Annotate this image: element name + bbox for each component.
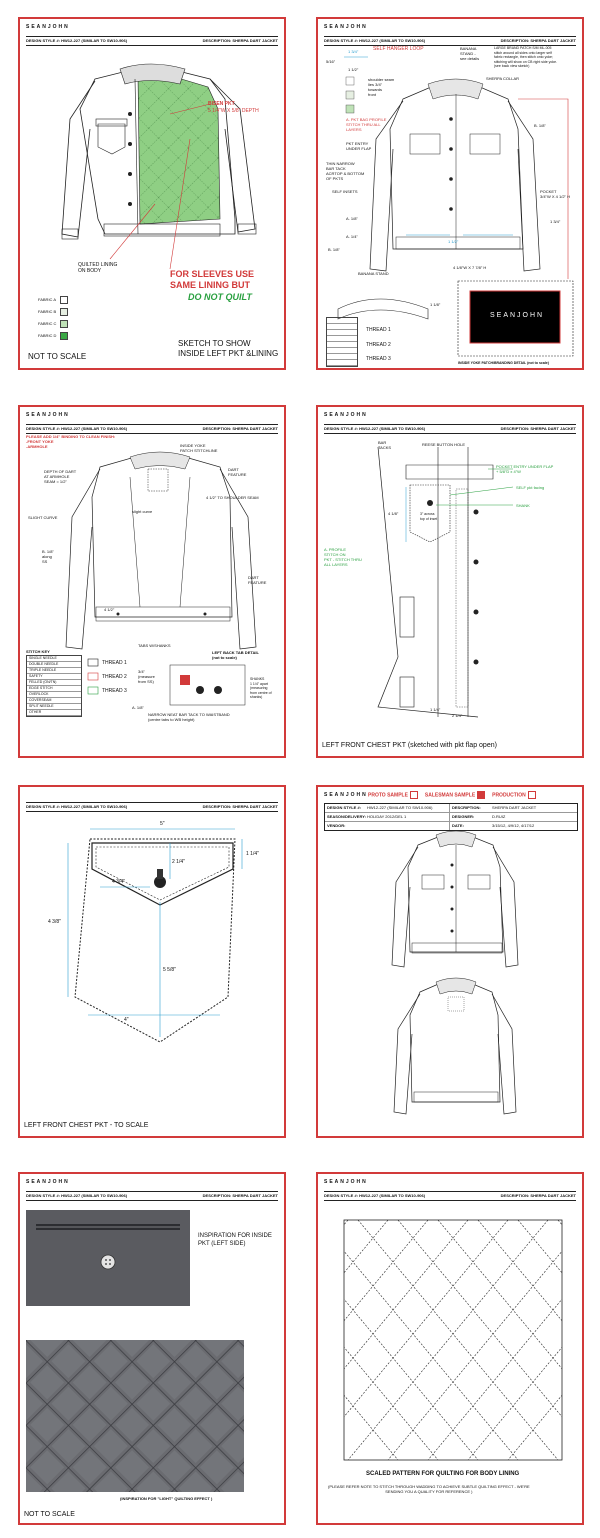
brand-logo: SEANJOHN xyxy=(26,24,70,30)
pocket-open-sketch xyxy=(318,407,584,758)
brand-logo: SEANJOHN xyxy=(324,1179,368,1185)
caption: LEFT FRONT CHEST PKT (sketched with pkt flap open) xyxy=(322,742,497,749)
style-value: HW12-227 (SIMILAR TO SW10-906) xyxy=(61,38,128,43)
pocket-photo xyxy=(26,1210,190,1306)
dim: 4 1/8" xyxy=(388,511,399,516)
thread-1: THREAD 1 xyxy=(366,327,391,333)
sheet-inspiration xyxy=(18,1172,286,1525)
patch-brand: SEANJOHN xyxy=(490,312,545,319)
pkt-entry-note: PKT ENTRY UNDER FLAP xyxy=(346,141,372,151)
stitch-key-title: STITCH KEY xyxy=(26,649,50,654)
banana-stand: BANANA STAND xyxy=(358,271,389,276)
measure-note: 3" across top of inset xyxy=(420,512,438,521)
do-not-quilt: DO NOT QUILT xyxy=(188,292,252,302)
dim: 1 1/8" xyxy=(430,302,441,307)
dim: A. 1/8" xyxy=(346,216,358,221)
sheet-sample-sheet xyxy=(316,785,584,1138)
dim: 1 1/2" xyxy=(348,67,359,72)
not-to-scale: NOT TO SCALE xyxy=(28,352,87,361)
description: DESCRIPTION: SHERPA DART JACKET xyxy=(202,38,278,43)
quilted-lining xyxy=(138,75,220,224)
sheet-header: DESIGN STYLE #: HW12-227 (SIMILAR TO SW10-906) DESCRIPTION: SHERPA DART JACKET xyxy=(324,36,576,46)
dim: 4 1/8"W X 7 7/8" H xyxy=(453,265,487,270)
sheet-header: DESIGN STYLE #: HW12-227 (SIMILAR TO SW10-906) DESCRIPTION: SHERPA DART JACKET xyxy=(26,802,278,812)
bar-tack-note: BAR TACKS xyxy=(378,440,392,450)
self-facing-note: SELF pkt facing xyxy=(516,485,545,490)
thread-3: THREAD 3 xyxy=(366,356,391,362)
dim: A. 1/4" xyxy=(346,234,358,239)
sheet-header: DESIGN STYLE #: HW12-227 (SIMILAR TO SW10-906) DESCRIPTION: SHERPA DART JACKET xyxy=(26,424,278,434)
dim: 5/16" xyxy=(326,59,336,64)
not-to-scale: NOT TO SCALE xyxy=(24,1511,75,1518)
stitch-key-table: SINGLE NEEDLE DOUBLE NEEDLE TRIPLE NEEDLE SAFETY FELLED (ON/TN) EDGE STITCH OVERLOCK COVERSEAM SPLIT NEEDLE OTHER xyxy=(26,655,82,717)
tabs-note: TABS W/SHANKS xyxy=(138,643,171,648)
profile-note: A. PROFILE STITCH ON PKT - STITCH THRU ALL LAYERS xyxy=(324,547,362,567)
binding-note: PLEASE ADD 1/4" BINDING TO CLEAN FINISH: -FRONT YOKE -ARMHOLE xyxy=(26,434,116,449)
collar-label: SHERPA COLLAR xyxy=(486,76,520,81)
proto-label: PROTO SAMPLE xyxy=(368,792,408,799)
dim-bottom: 4" xyxy=(124,1017,129,1023)
patch-note: LARGE BRAND PATCH S/M ML-005 stitch around all sides onto larger self fabric rectangle, then stitch onto yoke; stitching will show on CB right side yoke. (see back view sketch) xyxy=(494,46,558,68)
production-label: PRODUCTION xyxy=(492,792,526,799)
quilting-note: (INSPIRATION FOR "LIGHT" QUILTING EFFECT ) xyxy=(120,1496,213,1501)
sheet-front-spec xyxy=(316,17,584,370)
shanks-note: SHANKS 1 1/4" apart (measuring from centre of shanks) xyxy=(250,677,272,699)
bisen-pocket-size: 5 1/4"W X 5/8" DEPTH xyxy=(208,108,259,114)
shoulder-note: shoulder seam lies 3/4" towards front xyxy=(368,77,395,97)
dim-flap-half: 4 3/4" xyxy=(112,879,125,885)
sleeve-note: FOR SLEEVES USE SAME LINING BUT xyxy=(170,269,255,290)
dim: 2 1/4" xyxy=(452,713,463,718)
pocket-scale-drawing xyxy=(20,787,286,1138)
narrow-note: NARROW NEAT BAR TACK TO WAISTBAND (centre tabs to WB height) xyxy=(148,712,230,722)
jacket-front-back-sketch xyxy=(318,787,584,1138)
quilting-photo-drawing xyxy=(26,1340,244,1492)
sheet-chest-pocket xyxy=(316,405,584,758)
depth-note: DEPTH OF DART AT ARMHOLE SEAM = 1/2" xyxy=(44,469,77,484)
sheet-inside-lining xyxy=(18,17,286,370)
flap-note: POCKET ENTRY UNDER FLAP + 5/8"D x 4"W xyxy=(496,464,554,474)
thread-2: THREAD 2 xyxy=(102,674,127,680)
insets-note: SELF INSETS xyxy=(332,189,358,194)
yoke-note: INSIDE YOKE PATCH STITCHLINE xyxy=(180,443,218,453)
banana-label: BANANA STAND - see details xyxy=(460,46,480,61)
sheet-quilting-pattern xyxy=(316,1172,584,1525)
pocket-photo-drawing xyxy=(26,1210,190,1306)
dim: B. 1/8" xyxy=(328,247,340,252)
style-label: DESIGN STYLE #: xyxy=(26,38,61,43)
slight-curve: slight curve xyxy=(132,509,153,514)
dim-center: 5 5/8" xyxy=(163,967,176,973)
pocket-note: POCKET 3/4"W X 4 1/2" H xyxy=(540,189,570,199)
brand-logo: SEANJOHN xyxy=(26,412,70,418)
apkt-note: A. PKT BAG PROFILE STITCH THRU ALL LAYERS xyxy=(346,117,387,132)
dim: 1 3/4" xyxy=(550,219,561,224)
sheet-header: DESIGN STYLE #: HW12-227 (SIMILAR TO SW10-906) DESCRIPTION: SHERPA DART JACKET xyxy=(26,1191,278,1201)
bisen-pocket-label: BISEN PKT xyxy=(208,101,235,107)
thread-1: THREAD 1 xyxy=(102,660,127,666)
dim: 1 1/4" xyxy=(430,707,441,712)
patch-caption: INSIDE YOKE PATCH/BRANDING DETAIL (not to scale) xyxy=(458,361,549,365)
brand-logo: SEANJOHN xyxy=(324,24,368,30)
salesman-label: SALESMAN SAMPLE xyxy=(424,792,476,799)
tab-measure: 3/4" (measure from SS) xyxy=(138,669,155,684)
fabric-legend: FABRIC A FABRIC B FABRIC C FABRIC D xyxy=(38,294,68,342)
curve-note: SLIGHT CURVE xyxy=(28,515,58,520)
thread-2: THREAD 2 xyxy=(366,342,391,348)
dim-flap-side: 1 1/4" xyxy=(246,851,259,857)
dim: B. 1/8" xyxy=(534,123,546,128)
brand-logo: SEANJOHN xyxy=(324,412,368,418)
reese-note: REESE BUTTON HOLE xyxy=(422,442,466,447)
brand-logo: SEANJOHN xyxy=(324,792,368,798)
along-note: B. 1/8" along SS xyxy=(42,549,54,564)
shank-note: SHANK xyxy=(516,503,530,508)
thread-3: THREAD 3 xyxy=(102,688,127,694)
dim-width: 5" xyxy=(160,821,165,827)
bartack-note: THIN NARROW BAR TACK ACRTOP & BOTTOM OF PKTS xyxy=(326,161,365,181)
inspiration-note: INSPIRATION FOR INSIDE PKT (LEFT SIDE) xyxy=(198,1233,272,1247)
dart-note: DART FEATURE xyxy=(228,467,247,477)
hanger-label: SELF HANGER LOOP xyxy=(373,46,424,52)
dim-side: 4 3/8" xyxy=(48,919,61,925)
dart2-note: DART FEATURE xyxy=(248,575,267,585)
sheet-header: DESIGN STYLE #: HW12-227 (SIMILAR TO SW10-906) DESCRIPTION: SHERPA DART JACKET xyxy=(324,1191,576,1201)
quilted-label: QUILTED LINING ON BODY xyxy=(78,262,118,274)
dim: A. 1/8" xyxy=(132,705,144,710)
back-tab-note: LEFT BACK TAB DETAIL (not to scale) xyxy=(212,650,259,660)
dim: 4 1/2" xyxy=(104,607,115,612)
dim: 1 3/4" xyxy=(348,49,359,54)
sheet-back-spec xyxy=(18,405,286,758)
stitch-key-mini xyxy=(326,317,358,367)
caption: LEFT FRONT CHEST PKT - TO SCALE xyxy=(24,1122,149,1129)
quilting-photo xyxy=(26,1340,244,1492)
pattern-title: SCALED PATTERN FOR QUILTING FOR BODY LINING xyxy=(366,1471,520,1477)
sample-info-table: DESIGN STYLE #: HW12-227 (SIMILAR TO SW10-906) DESCRIPTION: SHERPA DART JACKET SEASON/DELIVERY: HOLIDAY 2012/DEL 1 DESIGNER: D.RUIZ VENDOR: DATE: 3/15/12, 4/9/12, 4/17/12 xyxy=(324,803,578,831)
sketch-note: SKETCH TO SHOW INSIDE LEFT PKT &LINING xyxy=(178,339,279,358)
dim: 1 1/2" xyxy=(448,239,459,244)
sheet-pocket-to-scale xyxy=(18,785,286,1138)
shoulder-note: 4 1/2" TO SHOULDER SEAM xyxy=(206,495,259,500)
pattern-note: (PLEASE REFER NOTE TO STITCH THROUGH WADDING TO ACHIEVE SUBTLE QUILTING EFFECT - WE'RE SENDING YOU A QUALITY FOR REFERENCE ) xyxy=(328,1484,530,1494)
brand-logo: SEANJOHN xyxy=(26,1179,70,1185)
sheet-header: DESIGN STYLE #: HW12-227 (SIMILAR TO SW10-906) DESCRIPTION: SHERPA DART JACKET xyxy=(324,424,576,434)
dim-flap-center: 2 1/4" xyxy=(172,859,185,865)
